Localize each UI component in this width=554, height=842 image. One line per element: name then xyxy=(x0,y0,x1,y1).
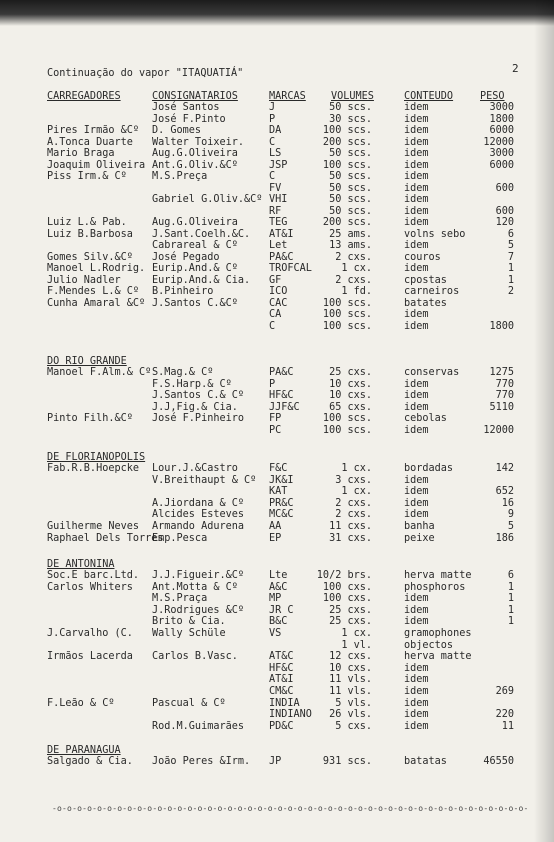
cell-marca: A&C xyxy=(269,581,288,593)
cell-conteudo: idem xyxy=(404,320,429,332)
cell-conteudo: phosphoros xyxy=(404,581,466,593)
cell-consignatario: J.Rodrigues &Cº xyxy=(152,604,245,616)
cell-peso: 1 xyxy=(507,616,514,628)
cell-conteudo: idem xyxy=(404,125,429,136)
cell-volumes: 65 cxs. xyxy=(329,401,372,413)
cell-conteudo: gramophones xyxy=(404,628,472,639)
cell-conteudo: idem xyxy=(404,697,429,709)
cell-marca: VS xyxy=(269,628,282,639)
cell-marca: CA xyxy=(269,309,282,320)
cell-consignatario: Brito & Cia. xyxy=(152,616,226,628)
cell-volumes: 25 cxs. xyxy=(329,604,372,616)
cell-carregador: Piss Irm.& Cº xyxy=(47,171,127,182)
cell-volumes: 5 vls. xyxy=(335,697,372,709)
page-number: 2 xyxy=(512,62,519,75)
cell-consignatario: Lour.J.&Castro xyxy=(152,463,238,474)
cell-conteudo: banha xyxy=(404,521,435,532)
cell-consignatario: D. Gomes xyxy=(152,125,202,136)
cell-marca: MC&C xyxy=(269,509,294,521)
cell-consignatario: F.S.Harp.& Cº xyxy=(152,378,232,390)
cell-consignatario: B.Pinheiro xyxy=(152,286,214,297)
cell-conteudo: idem xyxy=(404,240,429,251)
cell-carregador: J.Carvalho (C. xyxy=(47,628,133,639)
cell-peso: 1 xyxy=(507,263,514,274)
cell-conteudo: idem xyxy=(404,159,429,171)
header-consignatarios: CONSIGNATARIOS xyxy=(152,91,238,102)
cell-peso: 220 xyxy=(495,709,514,721)
cell-consignatario: Cabrareal & Cº xyxy=(152,240,238,251)
cell-conteudo: herva matte xyxy=(404,651,472,663)
cell-carregador: Carlos Whiters xyxy=(47,581,133,593)
cell-volumes: 3 cxs. xyxy=(335,474,372,486)
cell-carregador: Pinto Filh.&Cº xyxy=(47,413,133,425)
cell-volumes: 1 cx. xyxy=(341,263,372,274)
cell-volumes: 10 cxs. xyxy=(329,378,372,390)
cell-marca: LS xyxy=(269,148,282,159)
cell-peso: 7 xyxy=(507,251,514,263)
cell-consignatario: Eurip.And.& Cia. xyxy=(152,274,251,286)
cell-peso: 269 xyxy=(495,686,514,697)
cell-conteudo: idem xyxy=(404,686,429,697)
cell-marca: PC xyxy=(269,425,282,436)
cell-carregador: Manoel F.Alm.& Cº xyxy=(47,367,152,378)
cell-peso: 3000 xyxy=(489,148,514,159)
cell-consignatario: Gabriel G.Oliv.&Cº xyxy=(152,194,263,205)
cell-consignatario: Rod.M.Guimarães xyxy=(152,720,245,732)
cell-conteudo: idem xyxy=(404,593,429,605)
cell-carregador: Luiz L.& Pab. xyxy=(47,217,127,228)
cell-conteudo: idem xyxy=(404,205,429,217)
cell-conteudo: idem xyxy=(404,709,429,721)
cell-peso: 142 xyxy=(495,463,514,474)
cell-carregador: Gomes Silv.&Cº xyxy=(47,251,133,263)
cell-marca: TEG xyxy=(269,217,288,228)
cell-peso: 6 xyxy=(507,228,514,240)
cell-peso: 2 xyxy=(507,286,514,297)
cell-marca: INDIANO xyxy=(269,709,312,721)
cell-consignatario: Ant.Motta & Cº xyxy=(152,581,238,593)
cell-marca: JK&I xyxy=(269,474,294,486)
cell-peso: 6000 xyxy=(489,125,514,136)
cell-consignatario: A.Jiordana & Cº xyxy=(152,497,245,509)
cell-consignatario: José Santos xyxy=(152,102,220,113)
cell-marca: INDIA xyxy=(269,697,300,709)
cell-consignatario: J.J.Figueir.&Cº xyxy=(152,570,245,581)
cell-conteudo: herva matte xyxy=(404,570,472,581)
cell-volumes: 1 vl. xyxy=(341,639,372,651)
cell-conteudo: idem xyxy=(404,171,429,182)
scan-top-edge xyxy=(0,0,554,26)
cell-marca: Let xyxy=(269,240,288,251)
cell-consignatario: V.Breithaupt & Cº xyxy=(152,474,257,486)
cell-peso: 1 xyxy=(507,593,514,605)
cell-carregador: F.Mendes L.& Cº xyxy=(47,286,140,297)
cell-carregador: Joaquim Oliveira xyxy=(47,159,146,171)
cell-conteudo: carneiros xyxy=(404,286,460,297)
header-volumes: VOLUMES xyxy=(331,91,374,102)
cell-conteudo: idem xyxy=(404,390,429,402)
header-conteudo: CONTEUDO xyxy=(404,91,454,102)
cell-consignatario: Emp.Pesca xyxy=(152,532,208,544)
cell-volumes: 100 scs. xyxy=(322,425,372,436)
cell-peso: 9 xyxy=(507,509,514,521)
cell-volumes: 50 scs. xyxy=(329,171,372,182)
cell-consignatario: Alcides Esteves xyxy=(152,509,245,521)
cell-conteudo: objectos xyxy=(404,639,454,651)
cell-consignatario: Walter Toixeir. xyxy=(152,136,245,148)
cell-carregador: Cunha Amaral &Cº xyxy=(47,297,146,309)
cell-marca: ICO xyxy=(269,286,288,297)
cell-marca: CM&C xyxy=(269,686,294,697)
cell-marca: PD&C xyxy=(269,720,294,732)
cell-consignatario: Eurip.And.& Cº xyxy=(152,263,238,274)
cell-marca: VHI xyxy=(269,194,288,205)
cell-marca: P xyxy=(269,378,276,390)
cell-peso: 12000 xyxy=(483,136,514,148)
cell-volumes: 2 cxs. xyxy=(335,497,372,509)
cell-carregador: Manoel L.Rodrig. xyxy=(47,263,146,274)
cell-peso: 770 xyxy=(495,390,514,402)
cell-conteudo: conservas xyxy=(404,367,460,378)
cell-volumes: 50 scs. xyxy=(329,194,372,205)
cell-carregador: F.Leão & Cº xyxy=(47,697,115,709)
cell-marca: HF&C xyxy=(269,662,294,674)
cell-conteudo: idem xyxy=(404,509,429,521)
cell-marca: C xyxy=(269,136,276,148)
cell-peso: 1 xyxy=(507,274,514,286)
cell-volumes: 2 cxs. xyxy=(335,251,372,263)
cell-marca: AT&I xyxy=(269,228,294,240)
cell-peso: 652 xyxy=(495,486,514,498)
cell-consignatario: J.Sant.Coelh.&C. xyxy=(152,228,251,240)
section-title: DE FLORIANOPOLIS xyxy=(47,452,146,463)
cell-peso: 186 xyxy=(495,532,514,544)
cell-consignatario: José Pegado xyxy=(152,251,220,263)
cell-volumes: 200 scs. xyxy=(322,136,372,148)
cell-conteudo: idem xyxy=(404,497,429,509)
cell-peso: 5 xyxy=(507,521,514,532)
cell-conteudo: idem xyxy=(404,474,429,486)
cell-volumes: 10 cxs. xyxy=(329,390,372,402)
section-title: DO RIO GRANDE xyxy=(47,356,127,367)
cell-conteudo: cebolas xyxy=(404,413,447,425)
cell-conteudo: couros xyxy=(404,251,441,263)
cell-consignatario: M.S.Praça xyxy=(152,593,208,605)
cell-peso: 46550 xyxy=(483,756,514,767)
cell-volumes: 100 cxs. xyxy=(322,581,372,593)
cell-conteudo: batates xyxy=(404,297,447,309)
cell-peso: 6000 xyxy=(489,159,514,171)
cell-conteudo: idem xyxy=(404,401,429,413)
cell-volumes: 11 vls. xyxy=(329,686,372,697)
cell-marca: MP xyxy=(269,593,282,605)
cell-conteudo: peixe xyxy=(404,532,435,544)
cell-marca: CAC xyxy=(269,297,288,309)
cell-marca: C xyxy=(269,320,276,332)
cell-consignatario: Carlos B.Vasc. xyxy=(152,651,238,663)
cell-consignatario: M.S.Preça xyxy=(152,171,208,182)
cell-consignatario: Wally Schüle xyxy=(152,628,226,639)
cell-volumes: 50 scs. xyxy=(329,205,372,217)
cell-carregador: Raphael Dels Torres xyxy=(47,532,164,544)
cell-marca: HF&C xyxy=(269,390,294,402)
cell-marca: KAT xyxy=(269,486,288,498)
cell-carregador: A.Tonca Duarte xyxy=(47,136,133,148)
cell-volumes: 50 scs. xyxy=(329,182,372,194)
cell-volumes: 1 cx. xyxy=(341,463,372,474)
cell-conteudo: volns sebo xyxy=(404,228,466,240)
cell-marca: B&C xyxy=(269,616,288,628)
cell-volumes: 26 vls. xyxy=(329,709,372,721)
cell-consignatario: Pascual & Cº xyxy=(152,697,226,709)
cell-conteudo: idem xyxy=(404,720,429,732)
footer-divider: -o-o-o-o-o-o-o-o-o-o-o-o-o-o-o-o-o-o-o-o-o-o-o-o-o-o-o-o-o-o-o-o-o-o-o-o-o-o-o-o-o-o-o-o-o-o-o- xyxy=(52,804,529,813)
cell-conteudo: idem xyxy=(404,674,429,686)
cell-volumes: 1 cx. xyxy=(341,486,372,498)
cell-marca: P xyxy=(269,113,276,125)
cell-marca: F&C xyxy=(269,463,288,474)
cell-conteudo: idem xyxy=(404,136,429,148)
cell-peso: 1 xyxy=(507,604,514,616)
cell-consignatario: Aug.G.Oliveira xyxy=(152,148,238,159)
cell-marca: JSP xyxy=(269,159,288,171)
cell-peso: 1 xyxy=(507,581,514,593)
cell-consignatario: J.J,Fig.& Cia. xyxy=(152,401,238,413)
cell-consignatario: Ant.G.Oliv.&Cº xyxy=(152,159,238,171)
cell-consignatario: J.Santos C.&Cº xyxy=(152,297,238,309)
cell-volumes: 50 scs. xyxy=(329,148,372,159)
cell-peso: 600 xyxy=(495,205,514,217)
cell-volumes: 200 scs. xyxy=(322,217,372,228)
cell-consignatario: José F.Pinheiro xyxy=(152,413,245,425)
cell-marca: AT&C xyxy=(269,651,294,663)
cell-volumes: 100 scs. xyxy=(322,309,372,320)
cell-volumes: 1 fd. xyxy=(341,286,372,297)
cell-volumes: 30 scs. xyxy=(329,113,372,125)
cell-volumes: 25 cxs. xyxy=(329,367,372,378)
cell-peso: 5110 xyxy=(489,401,514,413)
cell-marca: EP xyxy=(269,532,282,544)
cell-volumes: 100 scs. xyxy=(322,297,372,309)
cell-carregador: Julio Nadler xyxy=(47,274,121,286)
cell-volumes: 100 scs. xyxy=(322,125,372,136)
cell-conteudo: idem xyxy=(404,217,429,228)
cell-conteudo: idem xyxy=(404,662,429,674)
cell-peso: 11 xyxy=(501,720,514,732)
cell-conteudo: idem xyxy=(404,113,429,125)
cell-volumes: 11 cxs. xyxy=(329,521,372,532)
cell-marca: DA xyxy=(269,125,282,136)
cell-conteudo: idem xyxy=(404,604,429,616)
cell-conteudo: idem xyxy=(404,309,429,320)
cell-volumes: 25 cxs. xyxy=(329,616,372,628)
cell-peso: 16 xyxy=(501,497,514,509)
cell-conteudo: batatas xyxy=(404,756,447,767)
cell-peso: 600 xyxy=(495,182,514,194)
cell-conteudo: idem xyxy=(404,425,429,436)
document-title: Continuação do vapor "ITAQUATIÁ" xyxy=(47,68,244,79)
cell-marca: JJF&C xyxy=(269,401,300,413)
section-title: DE PARANAGUA xyxy=(47,745,121,756)
cell-conteudo: idem xyxy=(404,102,429,113)
cell-carregador: Soc.E barc.Ltd. xyxy=(47,570,140,581)
cell-volumes: 25 ams. xyxy=(329,228,372,240)
cell-conteudo: idem xyxy=(404,486,429,498)
cell-conteudo: idem xyxy=(404,378,429,390)
cell-volumes: 13 ams. xyxy=(329,240,372,251)
cell-consignatario: Armando Adurena xyxy=(152,521,245,532)
cell-peso: 770 xyxy=(495,378,514,390)
cell-peso: 120 xyxy=(495,217,514,228)
cell-peso: 1800 xyxy=(489,113,514,125)
cell-marca: PR&C xyxy=(269,497,294,509)
cell-conteudo: idem xyxy=(404,263,429,274)
cell-peso: 3000 xyxy=(489,102,514,113)
cell-volumes: 2 cxs. xyxy=(335,509,372,521)
cell-conteudo: idem xyxy=(404,182,429,194)
scan-right-shadow xyxy=(534,0,554,842)
header-peso: PESO xyxy=(480,91,505,102)
cell-conteudo: idem xyxy=(404,194,429,205)
cell-carregador: Fab.R.B.Hoepcke xyxy=(47,463,140,474)
cell-carregador: Salgado & Cia. xyxy=(47,756,133,767)
cell-marca: C xyxy=(269,171,276,182)
header-marcas: MARCAS xyxy=(269,91,306,102)
cell-volumes: 10 cxs. xyxy=(329,662,372,674)
cell-peso: 1800 xyxy=(489,320,514,332)
cell-conteudo: idem xyxy=(404,616,429,628)
cell-volumes: 10/2 brs. xyxy=(316,570,372,581)
cell-volumes: 100 cxs. xyxy=(322,593,372,605)
cell-consignatario: Aug.G.Oliveira xyxy=(152,217,238,228)
cell-volumes: 31 cxs. xyxy=(329,532,372,544)
cell-peso: 5 xyxy=(507,240,514,251)
cell-marca: GF xyxy=(269,274,282,286)
cell-consignatario: José F.Pinto xyxy=(152,113,226,125)
cell-volumes: 50 scs. xyxy=(329,102,372,113)
cell-peso: 6 xyxy=(507,570,514,581)
cell-consignatario: João Peres &Irm. xyxy=(152,756,251,767)
cell-consignatario: S.Mag.& Cº xyxy=(152,367,214,378)
cell-peso: 12000 xyxy=(483,425,514,436)
cell-marca: AA xyxy=(269,521,282,532)
cell-carregador: Guilherme Neves xyxy=(47,521,140,532)
cell-carregador: Luiz B.Barbosa xyxy=(47,228,133,240)
cell-marca: TROFCAL xyxy=(269,263,312,274)
cell-marca: JP xyxy=(269,756,282,767)
cell-conteudo: cpostas xyxy=(404,274,447,286)
cell-marca: PA&C xyxy=(269,251,294,263)
cell-carregador: Mario Braga xyxy=(47,148,115,159)
cell-peso: 1275 xyxy=(489,367,514,378)
cell-marca: PA&C xyxy=(269,367,294,378)
header-carregadores: CARREGADORES xyxy=(47,91,121,102)
cell-volumes: 100 scs. xyxy=(322,320,372,332)
cell-volumes: 5 cxs. xyxy=(335,720,372,732)
cell-volumes: 12 cxs. xyxy=(329,651,372,663)
cell-marca: FV xyxy=(269,182,282,194)
cell-marca: FP xyxy=(269,413,282,425)
cell-volumes: 2 cxs. xyxy=(335,274,372,286)
cell-volumes: 11 vls. xyxy=(329,674,372,686)
cell-marca: JR C xyxy=(269,604,294,616)
cell-volumes: 931 scs. xyxy=(322,756,372,767)
cell-consignatario: J.Santos C.& Cº xyxy=(152,390,245,402)
cell-marca: Lte xyxy=(269,570,288,581)
cell-volumes: 100 scs. xyxy=(322,159,372,171)
cell-conteudo: bordadas xyxy=(404,463,454,474)
cell-carregador: Irmãos Lacerda xyxy=(47,651,133,663)
cell-marca: AT&I xyxy=(269,674,294,686)
cell-volumes: 100 scs. xyxy=(322,413,372,425)
section-title: DE ANTONINA xyxy=(47,559,115,570)
cell-marca: J xyxy=(269,102,276,113)
cell-carregador: Pires Irmão &Cº xyxy=(47,125,140,136)
cell-volumes: 1 cx. xyxy=(341,628,372,639)
cell-marca: RF xyxy=(269,205,282,217)
cell-conteudo: idem xyxy=(404,148,429,159)
